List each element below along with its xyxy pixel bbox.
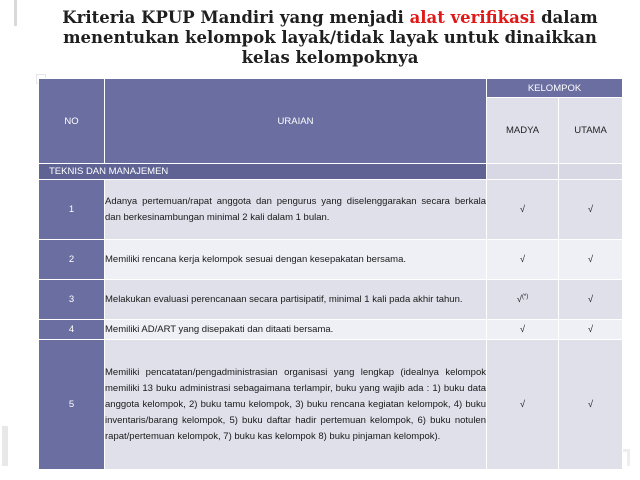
table-row bbox=[39, 320, 623, 340]
header-madya: MADYA bbox=[487, 98, 559, 164]
row-uraian: Memiliki AD/ART yang disepakati dan ditaati bersama. bbox=[105, 320, 487, 340]
row-uraian: Melakukan evaluasi perencanaan secara partisipatif, minimal 1 kali pada akhir tahun. bbox=[105, 280, 487, 320]
table-row bbox=[39, 240, 623, 280]
utama-check: √ bbox=[559, 240, 623, 280]
utama-check: √ bbox=[559, 320, 623, 340]
table-row bbox=[39, 280, 623, 320]
header-kelompok: KELOMPOK bbox=[487, 79, 623, 98]
title-highlight: alat verifikasi bbox=[409, 8, 536, 27]
table-row bbox=[39, 340, 623, 470]
utama-check: √ bbox=[559, 340, 623, 470]
madya-check-with-note bbox=[487, 280, 559, 320]
madya-check: √ bbox=[487, 340, 559, 470]
madya-check-note: (*) bbox=[521, 293, 529, 300]
madya-check: √ bbox=[487, 320, 559, 340]
criteria-table bbox=[38, 78, 623, 470]
row-uraian: Memiliki pencatatan/pengadministrasian organisasi yang lengkap (idealnya kelompok memiliki 13 buku administrasi sebagaimana terlampir, buku yang wajib ada : 1) buku data anggota kelompok, 2) buku tamu kelompok, 3) buku rencana kegiatan kelompok, 4) buku inventaris/barang kelompok, 5) buku daftar hadir pertemuan kelompok, 6) buku notulen rapat/pertemuan kelompok, 7) buku kas kelompok 8) buku pinjaman kelompok). bbox=[105, 340, 487, 470]
header-uraian: URAIAN bbox=[105, 79, 487, 164]
title-text-part2: dalam menentukan kelompok layak/tidak layak untuk dinaikkan kelas kelompoknya bbox=[63, 8, 598, 67]
title-text-part1: Kriteria KPUP Mandiri yang menjadi bbox=[62, 8, 410, 27]
madya-check: √ bbox=[487, 180, 559, 240]
section-title: TEKNIS DAN MANAJEMEN bbox=[39, 164, 487, 180]
row-number: 1 bbox=[39, 180, 105, 240]
madya-check-mark: √ bbox=[516, 294, 522, 306]
row-number: 2 bbox=[39, 240, 105, 280]
section-blank-utama bbox=[559, 164, 623, 180]
row-uraian: Adanya pertemuan/rapat anggota dan pengurus yang diselenggarakan secara berkala dan berkesinambungan minimal 2 kali dalam 1 bulan. bbox=[105, 180, 487, 240]
madya-check: √ bbox=[487, 240, 559, 280]
decorative-bracket-top bbox=[2, 0, 17, 26]
row-uraian: Memiliki rencana kerja kelompok sesuai dengan kesepakatan bersama. bbox=[105, 240, 487, 280]
header-no: NO bbox=[39, 79, 105, 164]
header-utama: UTAMA bbox=[559, 98, 623, 164]
row-number: 3 bbox=[39, 280, 105, 320]
utama-check: √ bbox=[559, 280, 623, 320]
table-row bbox=[39, 180, 623, 240]
slide-title bbox=[40, 8, 620, 68]
row-number: 5 bbox=[39, 340, 105, 470]
utama-check: √ bbox=[559, 180, 623, 240]
section-blank-madya bbox=[487, 164, 559, 180]
row-number: 4 bbox=[39, 320, 105, 340]
decorative-bracket-bottom-left bbox=[2, 426, 18, 466]
